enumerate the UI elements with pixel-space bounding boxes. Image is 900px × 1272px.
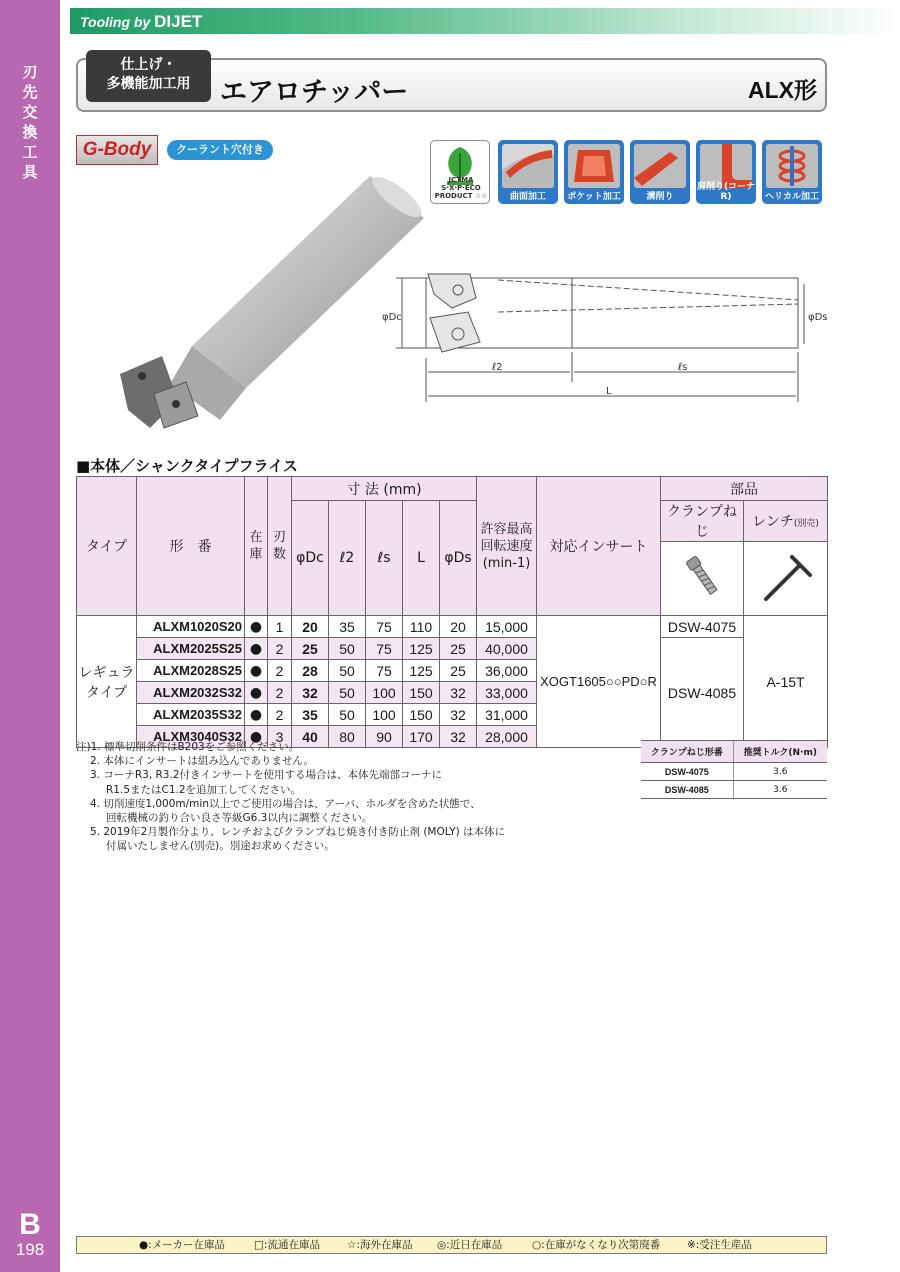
- l-label: L: [606, 386, 612, 397]
- ls-cell: 75: [366, 660, 403, 682]
- note-line: 3. コーナR3, R3.2付きインサートを使用する場合は、本体先端部コーナに: [90, 769, 442, 782]
- speed-line: 許容最高: [480, 521, 533, 537]
- header-insert: 対応インサート: [537, 477, 661, 616]
- category-char: 交: [22, 103, 38, 121]
- torque-table: [641, 740, 827, 799]
- dc-cell: 28: [292, 660, 329, 682]
- table-row: [77, 616, 828, 638]
- gbody-badge: G-Body: [76, 135, 158, 165]
- L-cell: 110: [403, 616, 440, 638]
- grooving-icon: [630, 140, 690, 204]
- note-line: R1.5またはC1.2を追加工してください。: [106, 783, 302, 796]
- dimension-drawing: [378, 262, 828, 412]
- brand-logo: [80, 12, 202, 32]
- l2-cell: 50: [329, 638, 366, 660]
- stock-cell: ●: [245, 726, 268, 748]
- header-flutes: [268, 477, 292, 616]
- legend-item: ☆:海外在庫品: [347, 1239, 413, 1251]
- torque-header-screw: クランプねじ形番: [641, 741, 733, 763]
- category-char: 工: [22, 143, 38, 161]
- note-line: 付属いたしません(別売)。別途お求めください。: [106, 840, 335, 853]
- dc-cell: 32: [292, 682, 329, 704]
- brand-prefix: Tooling by: [80, 14, 151, 30]
- L-cell: 125: [403, 638, 440, 660]
- ds-label: φDs: [808, 312, 828, 323]
- note-line: 回転機械の釣り合い良さ等級G6.3以内に調整ください。: [106, 812, 373, 825]
- legend-item: ○:在庫がなくなり次第廃番: [532, 1239, 661, 1251]
- L-cell: 150: [403, 704, 440, 726]
- op-label: ヘリカル加工: [765, 192, 819, 202]
- section-title: ■本体／シャンクタイプフライス: [76, 457, 298, 475]
- op-label: 溝削り: [646, 192, 674, 202]
- speed-cell: 33,000: [477, 682, 537, 704]
- torque-row: [641, 763, 827, 781]
- ls-label: ℓs: [678, 362, 688, 373]
- model-cell: ALXM3040S32: [137, 726, 245, 748]
- note-line: 4. 切削速度1,000m/min以上でご使用の場合は、アーバ、ホルダを含めた状態で、: [90, 797, 481, 810]
- header-ls: ℓs: [366, 501, 403, 616]
- speed-cell: 31,000: [477, 704, 537, 726]
- brand-bar: [70, 8, 900, 34]
- model-cell: ALXM1020S20: [137, 616, 245, 638]
- header-ds: φDs: [440, 501, 477, 616]
- application-badge: [86, 50, 211, 102]
- category-char: 先: [22, 83, 38, 101]
- coolant-badge: クーラント穴付き: [167, 140, 273, 160]
- L-cell: 150: [403, 682, 440, 704]
- flutes-cell: 2: [268, 704, 292, 726]
- flutes-cell: 2: [268, 682, 292, 704]
- title-box: [76, 58, 827, 112]
- shoulder-icon: [696, 140, 756, 204]
- torque-value: 3.6: [733, 781, 827, 799]
- flutes-cell: 1: [268, 616, 292, 638]
- dc-cell: 20: [292, 616, 329, 638]
- dc-cell: 40: [292, 726, 329, 748]
- stock-cell: ●: [245, 704, 268, 726]
- header-dc: φDc: [292, 501, 329, 616]
- header-wrench: [744, 501, 828, 542]
- brand-name: DIJET: [154, 12, 203, 31]
- left-sidebar: [0, 0, 60, 1272]
- note-line: 注)1. 標準切削条件はB203をご参照ください。: [76, 741, 300, 753]
- insert-cell: XOGT1605○○PD○R: [537, 616, 661, 748]
- wrench-cell: A-15T: [744, 616, 828, 748]
- torque-header-row: [641, 741, 827, 763]
- torque-screw: DSW-4085: [641, 781, 733, 799]
- header-stock: [245, 477, 268, 616]
- header-parts: 部品: [661, 477, 828, 501]
- ds-cell: 25: [440, 660, 477, 682]
- ls-cell: 100: [366, 682, 403, 704]
- speed-line: 回転速度: [480, 538, 533, 554]
- header-model: 形 番: [137, 477, 245, 616]
- ds-cell: 25: [440, 638, 477, 660]
- stock-cell: ●: [245, 616, 268, 638]
- ds-cell: 32: [440, 726, 477, 748]
- torque-screw: DSW-4075: [641, 763, 733, 781]
- clamp-cell: DSW-4075: [661, 616, 744, 638]
- L-cell: 125: [403, 660, 440, 682]
- l2-cell: 50: [329, 682, 366, 704]
- series-type: ALX形: [748, 77, 817, 103]
- speed-line: (min-1): [482, 555, 531, 571]
- header-L: L: [403, 501, 440, 616]
- dc-cell: 25: [292, 638, 329, 660]
- pocket-icon: [564, 140, 624, 204]
- model-cell: ALXM2025S25: [137, 638, 245, 660]
- wrench-text: レンチ: [752, 514, 794, 530]
- badge-line: 仕上げ・: [120, 57, 177, 73]
- header-flutes-text: 刃数: [272, 530, 286, 562]
- speed-cell: 28,000: [477, 726, 537, 748]
- stock-cell: ●: [245, 660, 268, 682]
- ls-cell: 75: [366, 616, 403, 638]
- op-label: JCTMA S·X·P·ECO PRODUCT ☆☆: [434, 176, 488, 200]
- speed-cell: 40,000: [477, 638, 537, 660]
- header-clamp: クランプねじ: [661, 501, 744, 542]
- ds-cell: 32: [440, 682, 477, 704]
- L-cell: 170: [403, 726, 440, 748]
- stock-cell: ●: [245, 682, 268, 704]
- clamp-cell: DSW-4085: [661, 638, 744, 748]
- model-cell: ALXM2028S25: [137, 660, 245, 682]
- ls-cell: 90: [366, 726, 403, 748]
- wrench-note: (別売): [793, 519, 819, 529]
- page-title: エアロチッパー: [220, 77, 409, 108]
- wrench-icon: [756, 549, 816, 605]
- note-line: 5. 2019年2月製作分より、レンチおよびクランプねじ焼き付き防止剤 (MOLY) は本体に: [90, 826, 506, 839]
- table-row: [77, 638, 828, 660]
- notes: [76, 740, 505, 854]
- wrench-image: [744, 542, 828, 616]
- page-number: 198: [15, 1240, 45, 1259]
- op-label: 肩削り(コーナR): [696, 182, 756, 202]
- speed-cell: 15,000: [477, 616, 537, 638]
- stock-cell: ●: [245, 638, 268, 660]
- clamp-screw-image: [661, 542, 744, 616]
- l2-cell: 35: [329, 616, 366, 638]
- l2-cell: 50: [329, 660, 366, 682]
- helical-icon: [762, 140, 822, 204]
- legend-item: ◎:近日在庫品: [437, 1239, 503, 1251]
- header-stock-text: 在庫: [249, 530, 263, 562]
- type-line: タイプ: [85, 684, 128, 701]
- model-cell: ALXM2032S32: [137, 682, 245, 704]
- ds-cell: 32: [440, 704, 477, 726]
- operation-icons: [430, 140, 830, 204]
- dc-cell: 35: [292, 704, 329, 726]
- type-line: レギュラ: [78, 664, 135, 681]
- op-label: ポケット加工: [567, 192, 621, 202]
- l2-cell: 50: [329, 704, 366, 726]
- flutes-cell: 2: [268, 638, 292, 660]
- category-label: [20, 62, 40, 182]
- ds-cell: 20: [440, 616, 477, 638]
- category-char: 換: [22, 123, 38, 141]
- torque-header-value: 推奨トルク(N·m): [733, 741, 827, 763]
- curved-surface-icon: [498, 140, 558, 204]
- category-char: 具: [22, 163, 38, 181]
- flutes-cell: 2: [268, 660, 292, 682]
- spec-table: [76, 476, 828, 748]
- section-letter: B: [19, 1208, 41, 1241]
- stock-legend: [76, 1236, 827, 1254]
- ls-cell: 75: [366, 638, 403, 660]
- header-type: タイプ: [77, 477, 137, 616]
- badge-line: 多機能加工用: [106, 76, 191, 92]
- model-cell: ALXM2035S32: [137, 704, 245, 726]
- screw-icon: [680, 552, 724, 602]
- legend-item: ※:受注生産品: [687, 1239, 752, 1251]
- l2-label: ℓ2: [492, 362, 503, 373]
- op-label: 曲面加工: [509, 192, 546, 202]
- torque-row: [641, 781, 827, 799]
- torque-value: 3.6: [733, 763, 827, 781]
- l2-cell: 80: [329, 726, 366, 748]
- header-l2: ℓ2: [329, 501, 366, 616]
- legend-item: ●:メーカー在庫品: [139, 1239, 225, 1251]
- header-speed: [477, 477, 537, 616]
- legend-item: □:流通在庫品: [254, 1239, 320, 1251]
- speed-cell: 36,000: [477, 660, 537, 682]
- header-dims: 寸 法 (mm): [292, 477, 477, 501]
- note-line: 2. 本体にインサートは組み込んでありません。: [90, 755, 314, 768]
- category-char: 刃: [22, 63, 38, 81]
- type-cell: [77, 616, 137, 748]
- ls-cell: 100: [366, 704, 403, 726]
- flutes-cell: 3: [268, 726, 292, 748]
- dc-label: φDc: [382, 312, 402, 323]
